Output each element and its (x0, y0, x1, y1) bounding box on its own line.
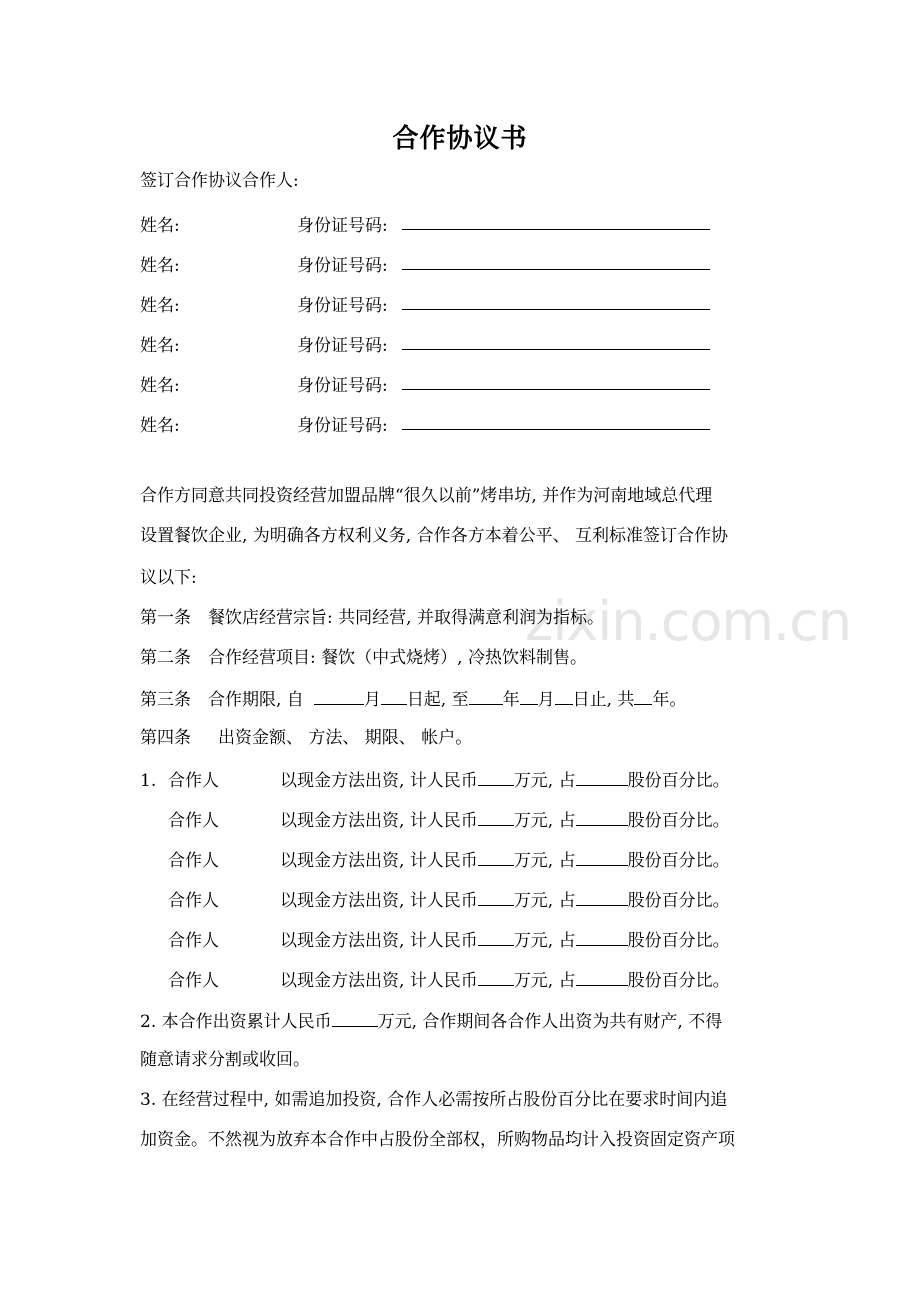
article-text: 餐饮店经营宗旨: 共同经营, 并取得满意利润为指标。 (208, 608, 604, 628)
contribution-text: 股份百分比。 (627, 771, 730, 791)
id-label: 身份证号码: (297, 216, 388, 236)
contribution-text: 以现金方法出资, 计人民币 (280, 851, 478, 871)
id-blank[interactable] (402, 331, 710, 350)
id-label: 身份证号码: (297, 256, 388, 276)
name-label: 姓名: (140, 296, 180, 316)
contribution-text: 万元, 占 (513, 771, 576, 791)
contribution-text: 以现金方法出资, 计人民币 (280, 931, 478, 951)
article-1 (140, 607, 604, 629)
contribution-row (140, 768, 730, 792)
intro-line: 签订合作协议合作人: (140, 171, 299, 191)
item-number: 1. (140, 771, 157, 791)
id-label: 身份证号码: (297, 296, 388, 316)
article-text: 合作经营项目: 餐饮（中式烧烤）, 冷热饮料制售。 (208, 648, 587, 668)
contribution-text: 以现金方法出资, 计人民币 (280, 891, 478, 911)
preamble-line: 议以下: (140, 568, 197, 588)
contribution-text: 股份百分比。 (627, 811, 730, 831)
contribution-text: 以现金方法出资, 计人民币 (280, 971, 478, 991)
article-text: 出资金额、 方法、 期限、 帐户。 (218, 728, 473, 748)
contribution-text: 万元, 占 (513, 811, 576, 831)
article-4 (140, 727, 472, 749)
contribution-text: 万元, 占 (513, 931, 576, 951)
article-3 (140, 687, 686, 711)
item-3-line: 3. 在经营过程中, 如需追加投资, 合作人必需按所占股份百分比在要求时间内追 (140, 1090, 728, 1110)
month-label: 月 (537, 690, 555, 710)
amount-blank[interactable] (478, 888, 514, 906)
share-blank[interactable] (576, 928, 628, 946)
partner-label: 合作人 (168, 811, 219, 831)
item-text: 万元, 合作期间各合作人出资为共有财产, 不得 (377, 1012, 723, 1032)
partner-label: 合作人 (168, 891, 219, 911)
amount-blank[interactable] (478, 768, 514, 786)
share-blank[interactable] (576, 968, 628, 986)
amount-blank[interactable] (478, 928, 514, 946)
contribution-text: 以现金方法出资, 计人民币 (280, 771, 478, 791)
preamble-line: 设置餐饮企业, 为明确各方权利义务, 合作各方本着公平、 互利标准签订合作协 (140, 526, 729, 546)
name-label: 姓名: (140, 216, 180, 236)
name-label: 姓名: (140, 256, 180, 276)
id-blank[interactable] (402, 371, 710, 390)
month-label: 月 (363, 690, 381, 710)
total-years-blank[interactable] (634, 687, 652, 705)
partner-label: 合作人 (168, 931, 219, 951)
preamble-line: 合作方同意共同投资经营加盟品牌“很久以前”烤串坊, 并作为河南地域总代理 (140, 486, 713, 506)
contribution-text: 股份百分比。 (627, 851, 730, 871)
contribution-row (140, 808, 730, 832)
share-blank[interactable] (576, 808, 628, 826)
contribution-text: 股份百分比。 (627, 891, 730, 911)
total-amount-blank[interactable] (332, 1009, 378, 1027)
id-blank[interactable] (402, 411, 710, 430)
contribution-text: 万元, 占 (513, 891, 576, 911)
year-label: 年 (502, 690, 520, 710)
years-label: 年。 (652, 690, 687, 710)
article-number: 第一条 (140, 608, 191, 628)
article-text: 合作期限, 自 (208, 690, 304, 710)
item-2-line (140, 1009, 722, 1033)
name-label: 姓名: (140, 376, 180, 396)
contribution-text: 万元, 占 (513, 851, 576, 871)
day-from-label: 日起, 至 (406, 690, 469, 710)
end-month-blank[interactable] (520, 687, 538, 705)
contribution-text: 以现金方法出资, 计人民币 (280, 811, 478, 831)
start-month-blank[interactable] (314, 687, 364, 705)
name-label: 姓名: (140, 336, 180, 356)
id-blank[interactable] (402, 211, 710, 230)
end-day-blank[interactable] (555, 687, 573, 705)
share-blank[interactable] (576, 768, 628, 786)
share-blank[interactable] (576, 848, 628, 866)
article-2 (140, 647, 587, 669)
partner-label: 合作人 (168, 851, 219, 871)
document-title: 合作协议书 (392, 124, 528, 154)
start-day-blank[interactable] (381, 687, 407, 705)
watermark: zixin.com.cn (525, 590, 852, 653)
id-label: 身份证号码: (297, 336, 388, 356)
contribution-text: 万元, 占 (513, 971, 576, 991)
article-number: 第三条 (140, 690, 191, 710)
contribution-row (140, 848, 730, 872)
day-to-label: 日止, 共 (572, 690, 635, 710)
id-blank[interactable] (402, 291, 710, 310)
item-2-line: 随意请求分割或收回。 (140, 1050, 310, 1070)
partner-label: 合作人 (168, 771, 219, 791)
article-number: 第四条 (140, 728, 191, 748)
partner-label: 合作人 (168, 971, 219, 991)
contribution-row (140, 968, 730, 992)
id-blank[interactable] (402, 251, 710, 270)
amount-blank[interactable] (478, 808, 514, 826)
amount-blank[interactable] (478, 968, 514, 986)
article-number: 第二条 (140, 648, 191, 668)
item-text: 2. 本合作出资累计人民币 (140, 1012, 332, 1032)
id-label: 身份证号码: (297, 376, 388, 396)
share-blank[interactable] (576, 888, 628, 906)
id-label: 身份证号码: (297, 416, 388, 436)
name-label: 姓名: (140, 416, 180, 436)
contribution-row (140, 888, 730, 912)
contribution-text: 股份百分比。 (627, 971, 730, 991)
contribution-text: 股份百分比。 (627, 931, 730, 951)
item-3-line: 加资金。不然视为放弃本合作中占股份全部权，所购物品均计入投资固定资产项 (140, 1130, 735, 1150)
contribution-row (140, 928, 730, 952)
end-year-blank[interactable] (469, 687, 503, 705)
amount-blank[interactable] (478, 848, 514, 866)
